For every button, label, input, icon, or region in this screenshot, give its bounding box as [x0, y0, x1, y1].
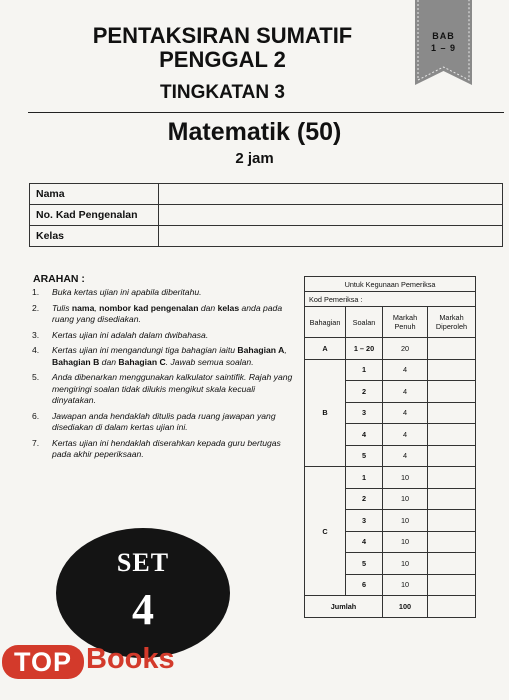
instruction-text: Kertas ujian ini mengandungi tiga bahagian iaitu [52, 345, 238, 355]
section-cell: B [305, 359, 346, 467]
instructions-heading: ARAHAN : [33, 273, 85, 285]
instruction-emphasis: Bahagian B [52, 356, 100, 367]
obtained-marks-cell[interactable] [428, 574, 476, 596]
subject-title: Matematik (50) [167, 118, 342, 146]
instruction-emphasis: nama [71, 302, 95, 313]
ribbon-chapters: 1 – 9 [430, 43, 457, 53]
instruction-text: , [284, 345, 287, 355]
title-line-2: PENGGAL 2 [159, 47, 286, 72]
full-marks-cell: 4 [383, 359, 428, 381]
name-field[interactable] [159, 184, 503, 205]
instruction-number: 1. [32, 287, 40, 297]
col-header-markah-penuh: Markah Penuh [383, 307, 428, 338]
instruction-text: Anda dibenarkan menggunakan kalkulator saintifik. Rajah yang mengiringi soalan tidak dilukis mengikut skala kecuali dinyatakan. [52, 372, 293, 405]
question-cell: 1 [346, 359, 383, 381]
total-label: Jumlah [305, 596, 383, 618]
full-marks-cell: 10 [383, 574, 428, 596]
col-header-bahagian: Bahagian [305, 307, 346, 338]
obtained-marks-cell[interactable] [428, 338, 476, 360]
total-value: 100 [383, 596, 428, 618]
full-marks-cell: 4 [383, 402, 428, 424]
instruction-item [32, 345, 294, 368]
instruction-text: Jawapan anda hendaklah ditulis pada ruang jawapan yang disediakan di dalam kertas ujian ini. [52, 410, 276, 432]
obtained-marks-cell[interactable] [428, 359, 476, 381]
instruction-item [32, 411, 294, 434]
question-cell: 3 [346, 402, 383, 424]
instruction-text: Kertas ujian ini adalah dalam dwibahasa. [52, 329, 209, 340]
obtained-marks-cell[interactable] [428, 553, 476, 575]
set-number: 4 [132, 585, 154, 634]
obtained-marks-cell[interactable] [428, 381, 476, 403]
identity-label: Nama [30, 184, 159, 205]
instruction-item [32, 438, 294, 461]
instruction-number: 5. [32, 372, 40, 382]
table-row [305, 359, 476, 381]
question-cell: 4 [346, 531, 383, 553]
question-cell: 4 [346, 424, 383, 446]
instruction-number: 2. [32, 302, 40, 313]
full-marks-cell: 10 [383, 553, 428, 575]
ribbon-label: BAB [432, 31, 455, 41]
obtained-marks-cell[interactable] [428, 488, 476, 510]
full-marks-cell: 10 [383, 531, 428, 553]
table-row [305, 338, 476, 360]
student-identity-table [29, 183, 503, 247]
full-marks-cell: 10 [383, 467, 428, 489]
instruction-number: 6. [32, 410, 40, 421]
table-row [305, 467, 476, 489]
col-header-markah-diperoleh: Markah Diperoleh [428, 307, 476, 338]
instruction-item [32, 303, 294, 326]
instruction-number: 3. [32, 329, 40, 340]
instruction-text: . Jawab semua soalan. [165, 356, 254, 367]
header-divider [28, 112, 504, 113]
obtained-marks-cell[interactable] [428, 402, 476, 424]
set-label: SET [116, 548, 170, 577]
question-cell: 5 [346, 445, 383, 467]
class-field[interactable] [159, 226, 503, 247]
instruction-item [32, 372, 294, 407]
instruction-text: Tulis [52, 302, 72, 313]
topbooks-logo-badge: TOP [2, 645, 84, 679]
total-obtained-cell[interactable] [428, 596, 476, 618]
topbooks-logo-text: Books [86, 643, 175, 675]
obtained-marks-cell[interactable] [428, 445, 476, 467]
examiner-table-heading: Untuk Kegunaan Pemeriksa [305, 277, 476, 292]
instruction-text: dan [99, 356, 119, 367]
instruction-text: Buka kertas ujian ini apabila diberitahu. [52, 287, 202, 297]
full-marks-cell: 4 [383, 445, 428, 467]
title-line-1: PENTAKSIRAN SUMATIF [92, 23, 353, 48]
identity-label: No. Kad Pengenalan [30, 205, 159, 226]
section-cell: A [305, 338, 346, 360]
instruction-emphasis: Bahagian A [237, 345, 285, 355]
instruction-emphasis: Bahagian C [118, 356, 166, 367]
identity-label: Kelas [30, 226, 159, 247]
section-cell: C [305, 467, 346, 596]
full-marks-cell: 4 [383, 424, 428, 446]
examiner-table [304, 276, 476, 618]
instruction-number: 4. [32, 345, 40, 355]
full-marks-cell: 10 [383, 488, 428, 510]
instruction-number: 7. [32, 437, 40, 448]
full-marks-cell: 4 [383, 381, 428, 403]
obtained-marks-cell[interactable] [428, 531, 476, 553]
instruction-emphasis: nombor kad pengenalan [99, 302, 199, 313]
instruction-text: , [94, 302, 100, 313]
col-header-soalan: Soalan [346, 307, 383, 338]
obtained-marks-cell[interactable] [428, 467, 476, 489]
full-marks-cell: 10 [383, 510, 428, 532]
question-cell: 2 [346, 488, 383, 510]
exam-duration: 2 jam [235, 150, 274, 167]
instruction-text: Kertas ujian ini hendaklah diserahkan kepada guru bertugas pada akhir peperiksaan. [52, 437, 281, 459]
examiner-code-label: Kod Pemeriksa : [305, 292, 476, 307]
instruction-text: dan [198, 302, 218, 313]
question-cell: 5 [346, 553, 383, 575]
instruction-item [32, 287, 294, 299]
question-cell: 3 [346, 510, 383, 532]
instruction-text: anda pada ruang yang disediakan. [52, 302, 283, 324]
instruction-item [32, 330, 294, 342]
obtained-marks-cell[interactable] [428, 510, 476, 532]
obtained-marks-cell[interactable] [428, 424, 476, 446]
title-line-3: TINGKATAN 3 [160, 82, 285, 103]
ic-number-field[interactable] [159, 205, 503, 226]
instruction-emphasis: kelas [217, 302, 240, 313]
question-cell: 1 – 20 [346, 338, 383, 360]
question-cell: 6 [346, 574, 383, 596]
question-cell: 1 [346, 467, 383, 489]
question-cell: 2 [346, 381, 383, 403]
full-marks-cell: 20 [383, 338, 428, 360]
instructions-list [32, 287, 294, 465]
